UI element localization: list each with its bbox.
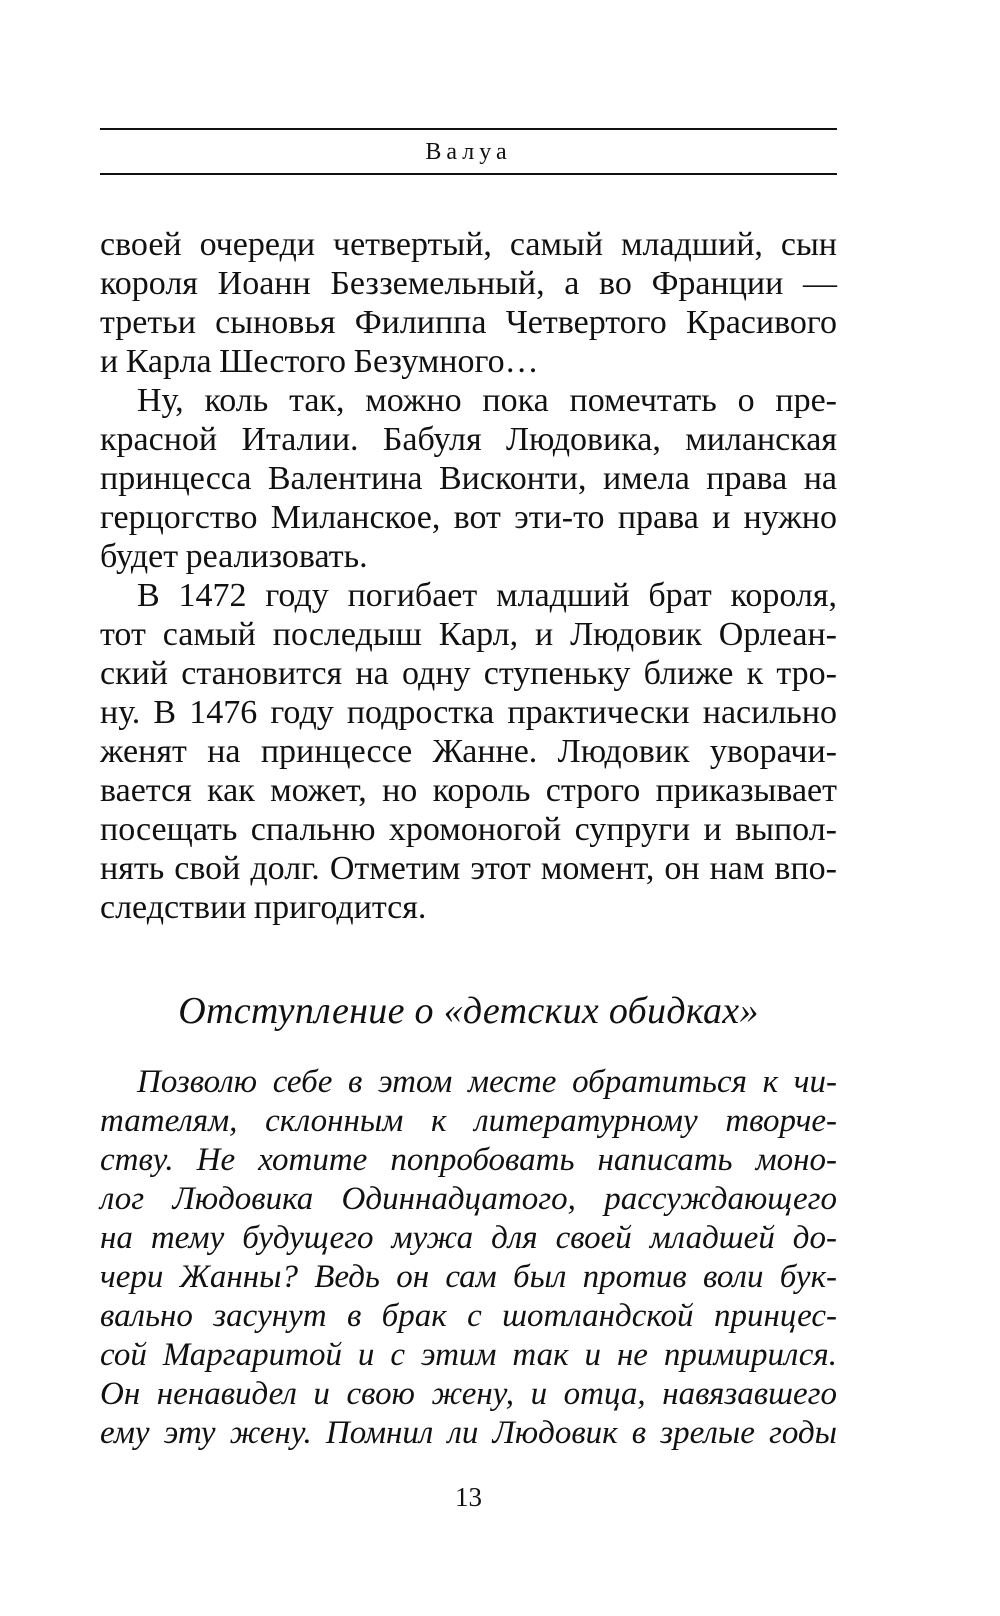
text-line: будет реализовать. — [100, 538, 368, 575]
italic-text-line: ству. Не хотите попробовать написать моно- — [100, 1142, 837, 1178]
text-line: В 1472 году погибает младший брат короля, — [137, 577, 837, 614]
text-line: следствии пригодится. — [100, 889, 427, 926]
section-heading: Отступление о «детских обидках» — [178, 990, 759, 1032]
header-bottom-rule — [100, 173, 837, 175]
text-line: вается как может, но король строго приказывает — [100, 772, 837, 809]
running-head: Валуа — [425, 139, 512, 165]
italic-text-line: чери Жанны? Ведь он сам был против воли бук- — [100, 1259, 837, 1295]
italic-text-line: Позволю себе в этом месте обратиться к чи- — [137, 1064, 837, 1100]
text-line: ну. В 1476 году подростка практически насильно — [100, 694, 837, 731]
italic-text-line: сой Маргаритой и с этим так и не примирился. — [100, 1337, 837, 1373]
text-line: короля Иоанн Безземельный, а во Франции — — [100, 265, 837, 302]
italic-text-line: лог Людовика Одиннадцатого, рассуждающего — [100, 1181, 837, 1217]
text-line: красной Италии. Бабуля Людовика, миланская — [100, 421, 837, 458]
page-number: 13 — [455, 1482, 482, 1512]
italic-text-line: ему эту жену. Помнил ли Людовик в зрелые годы — [100, 1415, 837, 1451]
text-line: женят на принцессе Жанне. Людовик уворачи- — [100, 733, 837, 770]
text-line: посещать спальню хромоногой супруги и выпол- — [100, 811, 837, 848]
italic-text-line: тателям, склонным к литературному творче- — [100, 1103, 837, 1139]
text-line: своей очереди четвертый, самый младший, сын — [100, 226, 837, 263]
italic-text-line: вально засунут в брак с шотландской принцес- — [100, 1298, 837, 1334]
text-line: и Карла Шестого Безумного… — [100, 343, 539, 380]
italic-text-line: на тему будущего мужа для своей младшей до- — [100, 1220, 837, 1256]
italic-text-line: Он ненавидел и свою жену, и отца, навязавшего — [100, 1376, 837, 1412]
text-line: нять свой долг. Отметим этот момент, он нам впо- — [100, 850, 837, 887]
text-line: принцесса Валентина Висконти, имела права на — [100, 460, 837, 497]
text-line: герцогство Миланское, вот эти-то права и нужно — [100, 499, 837, 536]
header-top-rule — [100, 128, 837, 130]
text-line: тот самый последыш Карл, и Людовик Орлеан- — [100, 616, 837, 653]
text-line: третьи сыновья Филиппа Четвертого Красивого — [100, 304, 837, 341]
text-line: Ну, коль так, можно пока помечтать о пре- — [137, 382, 837, 419]
text-line: ский становится на одну ступеньку ближе к тро- — [100, 655, 837, 692]
